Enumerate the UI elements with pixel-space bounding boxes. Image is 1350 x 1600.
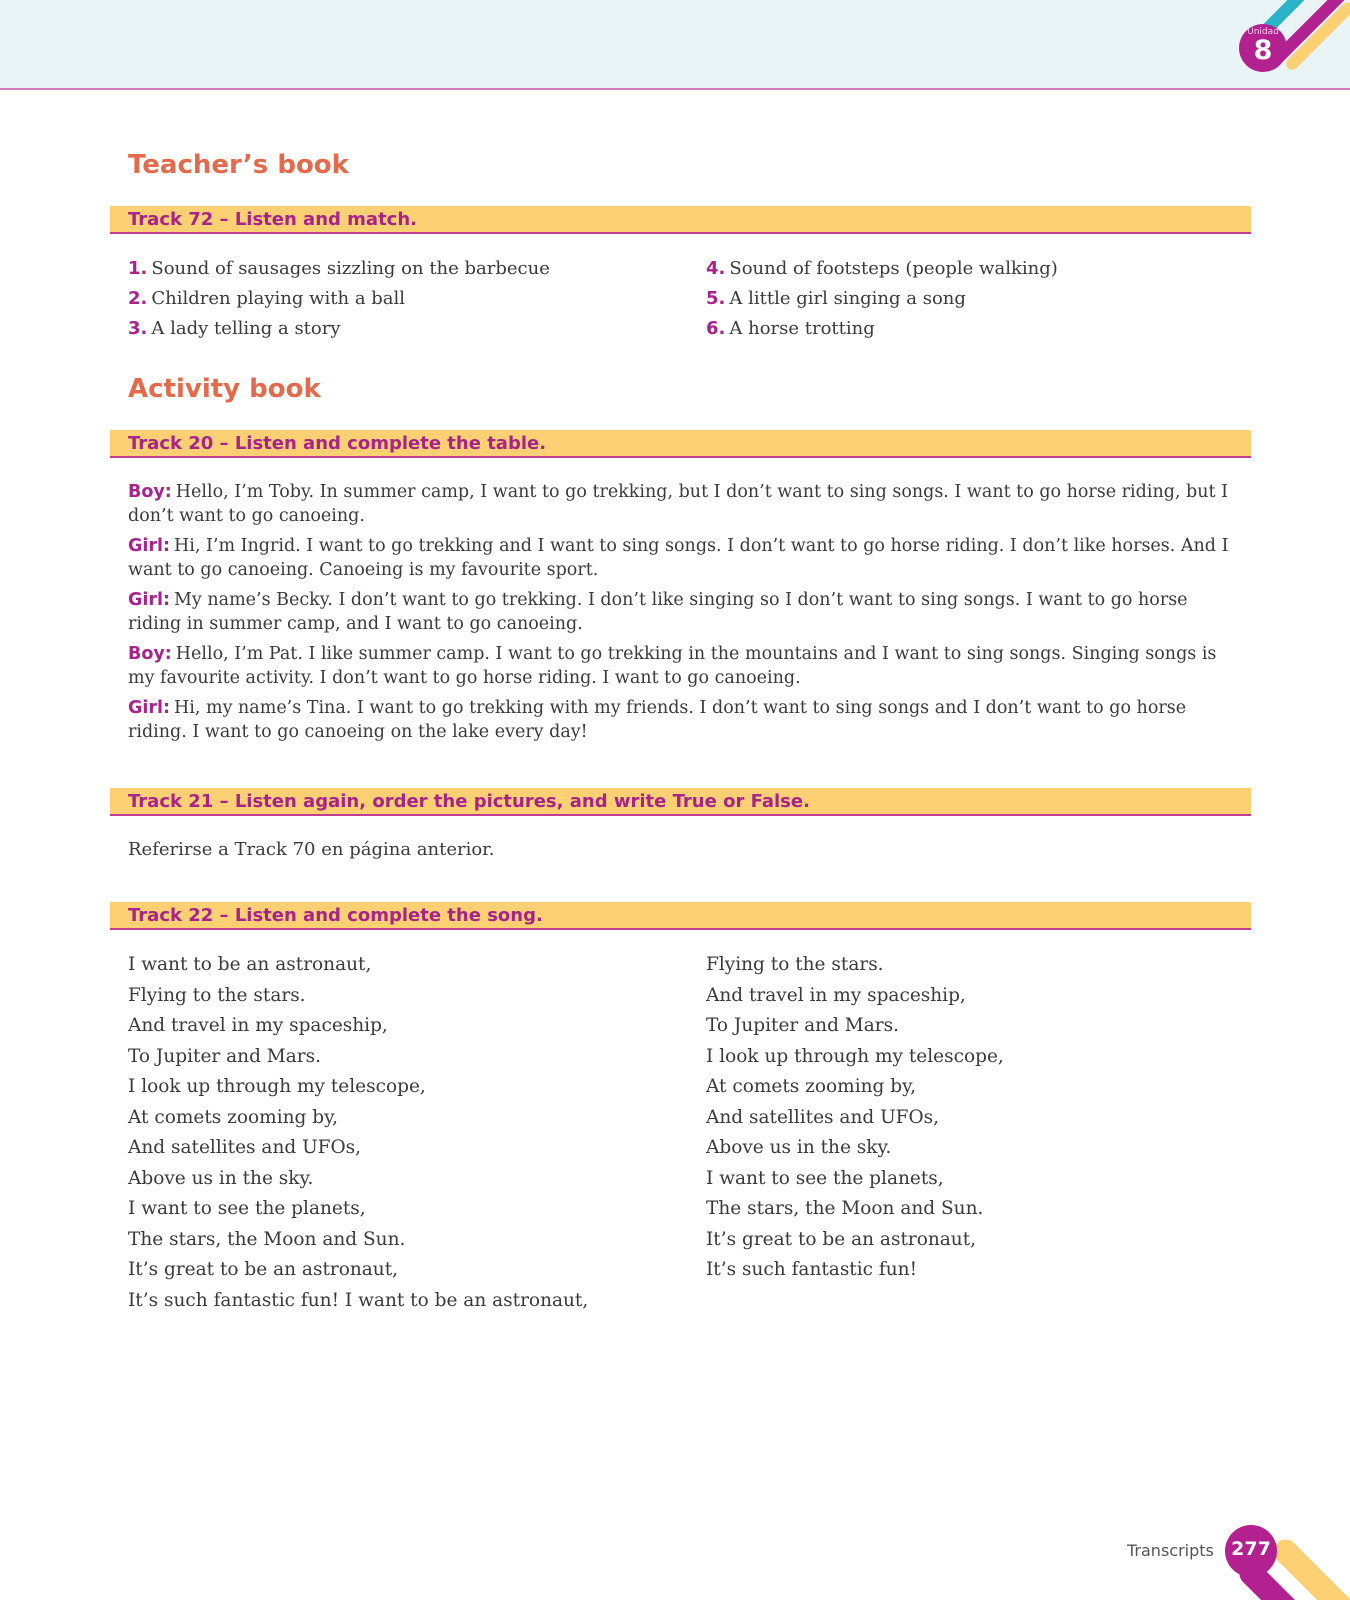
lyric-line: To Jupiter and Mars. xyxy=(706,1015,899,1036)
track-21-title: Track 21 – Listen again, order the pictures, and write True or False. xyxy=(128,791,810,812)
unit-label: Unidad xyxy=(1247,27,1279,37)
track-22-title: Track 22 – Listen and complete the song. xyxy=(128,905,543,926)
unit-number: 8 xyxy=(1253,35,1273,66)
match-list-left xyxy=(128,254,550,344)
teachers-book-title: Teacher’s book xyxy=(128,150,349,180)
track-21-header xyxy=(110,788,1251,816)
lyric-line: And travel in my spaceship, xyxy=(706,984,966,1006)
track-72-header xyxy=(110,206,1251,234)
footer-section-label: Transcripts xyxy=(1127,1541,1214,1560)
list-item: 6. A horse trotting xyxy=(706,318,875,339)
dialogue-line: Girl: My name’s Becky. I don’t want to go trekking. I don’t like singing so I don’t want to sing songs. I want to go horse riding in summer camp, and I want to go canoeing. xyxy=(128,590,1188,634)
dialogue-line: Girl: Hi, my name’s Tina. I want to go trekking with my friends. I don’t want to sing songs and I don’t want to go horse riding. I want to go canoeing on the lake every day! xyxy=(128,698,1187,742)
dialogue-line: Girl: Hi, I’m Ingrid. I want to go trekking and I want to sing songs. I don’t want to go horse riding. I don’t like horses. And I want to go canoeing. Canoeing is my favourite sport. xyxy=(128,536,1229,580)
unit-badge xyxy=(1210,0,1350,88)
track-72-title: Track 72 – Listen and match. xyxy=(128,209,418,230)
song-lyrics-right xyxy=(706,950,1004,1286)
track-21-note: Referirse a Track 70 en página anterior. xyxy=(128,839,495,860)
list-item: 2. Children playing with a ball xyxy=(128,288,406,309)
lyric-line: I want to see the planets, xyxy=(128,1198,366,1219)
page-number-badge xyxy=(1215,1495,1350,1600)
lyric-line: I look up through my telescope, xyxy=(128,1076,426,1097)
lyric-line: To Jupiter and Mars. xyxy=(128,1045,321,1067)
list-item: 5. A little girl singing a song xyxy=(706,288,966,309)
lyric-line: I want to be an astronaut, xyxy=(128,954,372,975)
lyric-line: It’s great to be an astronaut, xyxy=(128,1259,399,1280)
track-20-title: Track 20 – Listen and complete the table. xyxy=(128,433,547,454)
lyric-line: And travel in my spaceship, xyxy=(128,1015,388,1036)
lyric-line: It’s great to be an astronaut, xyxy=(706,1228,977,1250)
lyric-line: The stars, the Moon and Sun. xyxy=(128,1228,406,1250)
header-band xyxy=(0,0,1350,90)
track-20-header xyxy=(110,430,1251,458)
lyric-line: The stars, the Moon and Sun. xyxy=(706,1198,984,1219)
list-item: 1. Sound of sausages sizzling on the barbecue xyxy=(128,258,550,279)
lyric-line: At comets zooming by, xyxy=(128,1106,338,1128)
song-lyrics-left xyxy=(128,950,588,1316)
activity-book-title: Activity book xyxy=(128,374,321,404)
track-20-dialogue xyxy=(128,480,1243,750)
lyric-line: It’s such fantastic fun! xyxy=(706,1259,918,1280)
lyric-line: Above us in the sky. xyxy=(128,1167,314,1189)
lyric-line: I want to see the planets, xyxy=(706,1167,944,1189)
lyric-line: And satellites and UFOs, xyxy=(706,1106,940,1128)
lyric-line: Flying to the stars. xyxy=(706,954,884,975)
dialogue-line: Boy: Hello, I’m Toby. In summer camp, I want to go trekking, but I don’t want to sing songs. I want to go horse riding, but I don’t want to go canoeing. xyxy=(128,482,1229,526)
list-item: 4. Sound of footsteps (people walking) xyxy=(706,258,1058,279)
lyric-line: It’s such fantastic fun! I want to be an astronaut, xyxy=(128,1289,589,1311)
lyric-line: I look up through my telescope, xyxy=(706,1045,1004,1067)
lyric-line: At comets zooming by, xyxy=(706,1076,916,1097)
lyric-line: Flying to the stars. xyxy=(128,984,306,1006)
track-22-header xyxy=(110,902,1251,930)
lyric-line: And satellites and UFOs, xyxy=(128,1137,362,1158)
lyric-line: Above us in the sky. xyxy=(706,1137,892,1158)
dialogue-line: Boy: Hello, I’m Pat. I like summer camp. I want to go trekking in the mountains and I want to sing songs. Singing songs is my favourite activity. I don’t want to go horse riding. I want to go canoeing. xyxy=(128,644,1217,688)
list-item: 3. A lady telling a story xyxy=(128,318,341,339)
page-number: 277 xyxy=(1231,1538,1271,1560)
match-list-right xyxy=(706,254,1058,344)
